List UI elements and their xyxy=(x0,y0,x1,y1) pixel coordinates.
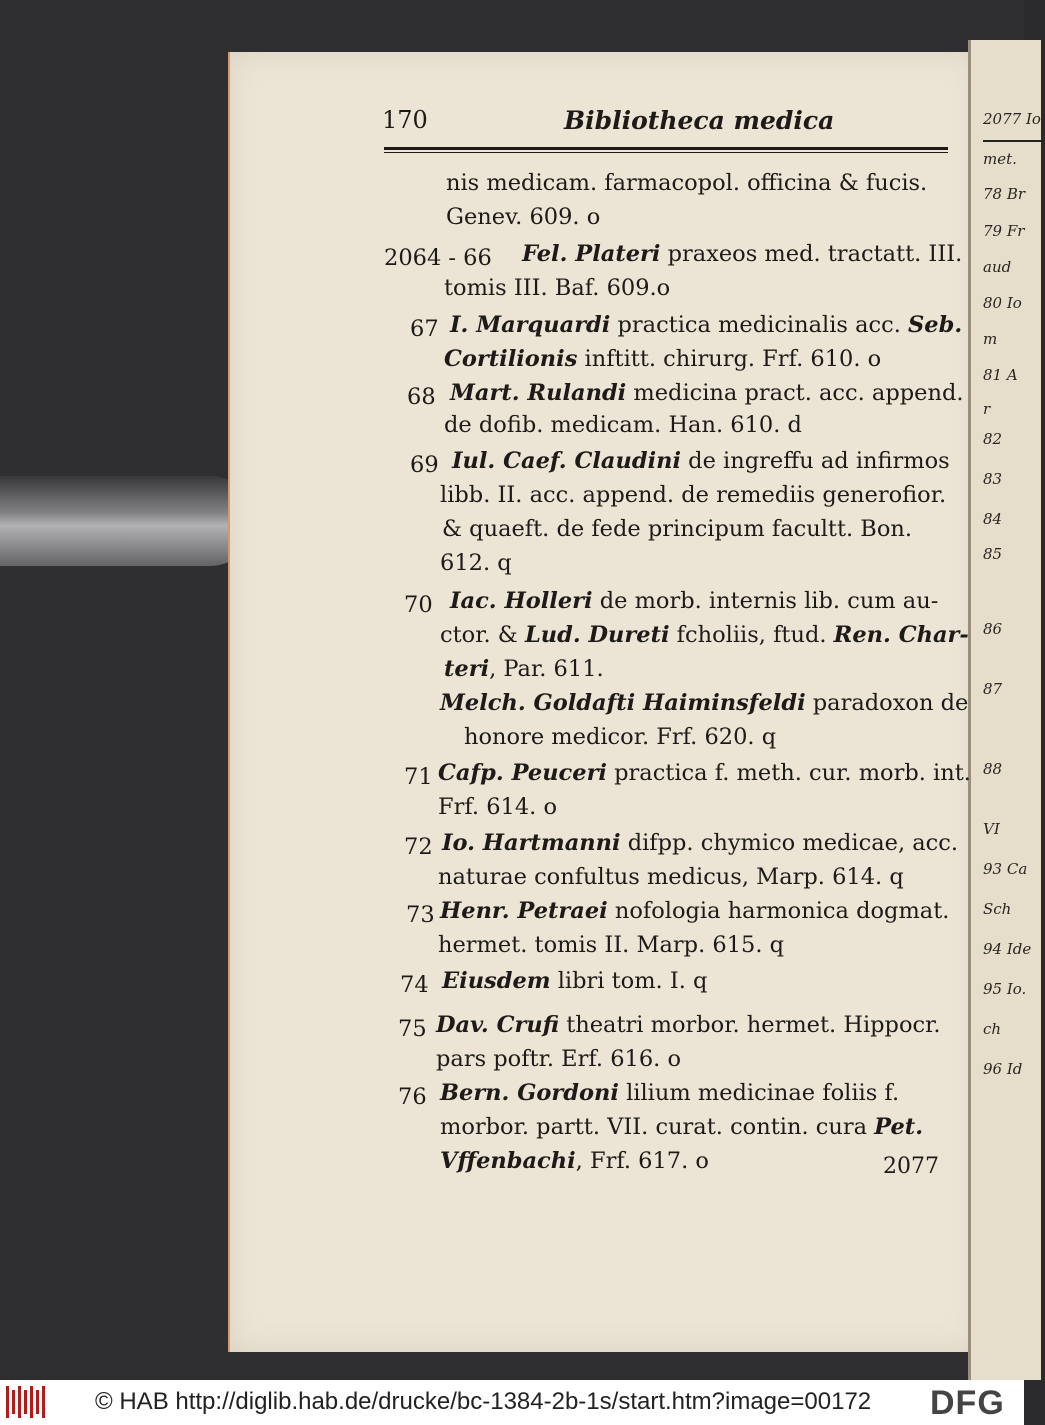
facing-page-text: aud xyxy=(983,258,1012,276)
author-name: Cortilionis xyxy=(444,346,578,372)
facing-page-text: r xyxy=(983,400,991,418)
entry-text: paradoxon de xyxy=(805,690,969,716)
author-name: Mart. Rulandi xyxy=(450,380,627,406)
entry-number: 74 xyxy=(400,972,429,998)
entry-line xyxy=(438,866,904,889)
entry-line xyxy=(438,796,557,819)
entry-text: praxeos med. tractatt. III. xyxy=(660,241,963,267)
page-number: 170 xyxy=(382,106,428,134)
entry-number: 68 xyxy=(407,384,436,410)
facing-page-text: 85 xyxy=(983,545,1003,563)
author-name: Iul. Caef. Claudini xyxy=(452,448,682,474)
author-name: Cafp. Peuceri xyxy=(438,760,607,786)
entry-line xyxy=(450,314,962,337)
hab-logo-icon xyxy=(6,1386,46,1418)
entry-line xyxy=(440,624,969,647)
entry-line xyxy=(440,1150,709,1173)
author-name: Pet. xyxy=(874,1114,924,1140)
entry-text: de morb. internis lib. cum au- xyxy=(592,588,939,614)
entry-text: honore medicor. Frf. 620. q xyxy=(464,724,777,750)
author-name: Lud. Dureti xyxy=(524,622,670,648)
entry-line xyxy=(440,900,949,923)
entry-text: hermet. tomis II. Marp. 615. q xyxy=(438,932,785,958)
entry-number: 67 xyxy=(410,316,439,342)
facing-page-text: 79 Fr xyxy=(983,222,1025,240)
facing-page-text: VI xyxy=(983,820,1000,838)
entry-number: 2064 - 66 xyxy=(384,245,492,271)
entry-line xyxy=(444,414,802,437)
facing-page-text: 94 Ide xyxy=(983,940,1032,958)
entry-number: 69 xyxy=(410,452,439,478)
entry-line xyxy=(444,658,604,681)
author-name: Eiusdem xyxy=(442,968,551,994)
entry-text: medicina pract. acc. append. xyxy=(626,380,964,406)
entry-line xyxy=(440,484,946,507)
author-name: Bern. Gordoni xyxy=(440,1080,619,1106)
author-name: Seb. xyxy=(908,312,963,338)
facing-page-text: 82 xyxy=(983,430,1003,448)
facing-page-text: 95 Io. xyxy=(983,980,1027,998)
entry-line xyxy=(452,450,950,473)
copyright-link[interactable]: © HAB http://diglib.hab.de/drucke/bc-1384-2b-1s/start.htm?image=00172 xyxy=(95,1388,872,1415)
entry-text: 612. q xyxy=(440,550,512,576)
facing-page-text: 93 Ca xyxy=(983,860,1028,878)
entry-line xyxy=(442,518,912,541)
entry-number: 71 xyxy=(404,764,433,790)
entry-text: Genev. 609. o xyxy=(446,204,601,230)
entry-text: pars poftr. Erf. 616. o xyxy=(436,1046,681,1072)
entry-text: libb. II. acc. append. de remediis generofior. xyxy=(440,482,947,508)
entry-line xyxy=(450,590,938,613)
entry-text: de ingreffu ad infirmos xyxy=(681,448,950,474)
facing-page-text: 96 Id xyxy=(983,1060,1023,1078)
facing-page-fragment xyxy=(968,40,1045,1380)
author-name: Henr. Petraei xyxy=(440,898,608,924)
entry-line xyxy=(446,206,600,229)
page-header xyxy=(382,106,947,140)
entry-line xyxy=(440,552,512,575)
footer-bar xyxy=(0,1380,1024,1425)
entry-line xyxy=(522,243,962,266)
entry-text: , Par. 611. xyxy=(489,656,604,682)
facing-page-text: 88 xyxy=(983,760,1003,778)
entry-text: Frf. 614. o xyxy=(438,794,557,820)
entry-line xyxy=(440,1082,899,1105)
facing-page-text: 80 Io xyxy=(983,294,1022,312)
entry-line xyxy=(444,348,881,371)
entry-number: 72 xyxy=(404,834,433,860)
facing-page-text: Sch xyxy=(983,900,1012,918)
entry-text: nofologia harmonica dogmat. xyxy=(607,898,950,924)
facing-page-text: 81 A xyxy=(983,366,1018,384)
author-name: Vffenbachi xyxy=(440,1148,576,1174)
author-name: Dav. Crufi xyxy=(436,1012,560,1038)
author-name: Melch. Goldafti Haiminsfeldi xyxy=(440,690,806,716)
catchword: 2077 xyxy=(883,1154,939,1179)
entry-text: practica f. meth. cur. morb. int. xyxy=(606,760,971,786)
facing-page-text: 2077 Io. xyxy=(983,110,1045,128)
entry-line xyxy=(450,382,964,405)
entry-line xyxy=(438,762,971,785)
entry-line xyxy=(440,692,968,715)
entry-line xyxy=(446,172,927,195)
entry-line xyxy=(436,1014,941,1037)
entry-text: , Frf. 617. o xyxy=(575,1148,709,1174)
author-name: Ren. Char- xyxy=(833,622,969,648)
entry-text: theatri morbor. hermet. Hippocr. xyxy=(559,1012,941,1038)
dfg-logo: DFG xyxy=(930,1384,1005,1422)
author-name: Io. Hartmanni xyxy=(442,830,621,856)
entry-text: lilium medicinae foliis f. xyxy=(618,1080,900,1106)
entry-line xyxy=(444,277,670,300)
entry-text: de dofib. medicam. Han. 610. d xyxy=(444,412,802,438)
entry-text: difpp. chymico medicae, acc. xyxy=(620,830,959,856)
entry-line xyxy=(436,1048,681,1071)
entry-number: 73 xyxy=(406,902,435,928)
entry-line xyxy=(440,1116,923,1139)
entry-line xyxy=(464,726,776,749)
entry-text: nis medicam. farmacopol. officina & fucis. xyxy=(446,170,928,196)
entry-text: ctor. & xyxy=(440,622,525,648)
facing-page-text: 87 xyxy=(983,680,1003,698)
entry-number: 76 xyxy=(398,1084,427,1110)
entry-text: morbor. partt. VII. curat. contin. cura xyxy=(440,1114,875,1140)
running-title: Bibliotheca medica xyxy=(564,106,835,135)
facing-page-text: 86 xyxy=(983,620,1003,638)
author-name: Fel. Plateri xyxy=(522,241,661,267)
author-name: Iac. Holleri xyxy=(450,588,593,614)
header-rule xyxy=(384,147,948,150)
entry-text: practica medicinalis acc. xyxy=(610,312,909,338)
author-name: teri xyxy=(444,656,490,682)
entry-text: libri tom. I. q xyxy=(550,968,708,994)
entry-text: naturae confultus medicus, Marp. 614. q xyxy=(438,864,904,890)
entry-line xyxy=(438,934,784,957)
entry-text: & quaeft. de fede principum facultt. Bon. xyxy=(442,516,913,542)
facing-page-text: ch xyxy=(983,1020,1002,1038)
entry-text: tomis III. Baf. 609.o xyxy=(444,275,671,301)
entry-number: 75 xyxy=(398,1016,427,1042)
facing-page-text: 83 xyxy=(983,470,1003,488)
facing-page-text: 78 Br xyxy=(983,185,1026,203)
facing-page-text: 84 xyxy=(983,510,1003,528)
entry-line xyxy=(442,832,958,855)
entry-text: inftitt. chirurg. Frf. 610. o xyxy=(577,346,882,372)
header-rule-thin xyxy=(384,152,948,153)
facing-page-text: m xyxy=(983,330,998,348)
entry-text: fcholiis, ftud. xyxy=(669,622,834,648)
entry-number: 70 xyxy=(404,592,433,618)
entry-line xyxy=(442,970,707,993)
author-name: I. Marquardi xyxy=(450,312,611,338)
facing-page-text: met. xyxy=(983,150,1017,168)
